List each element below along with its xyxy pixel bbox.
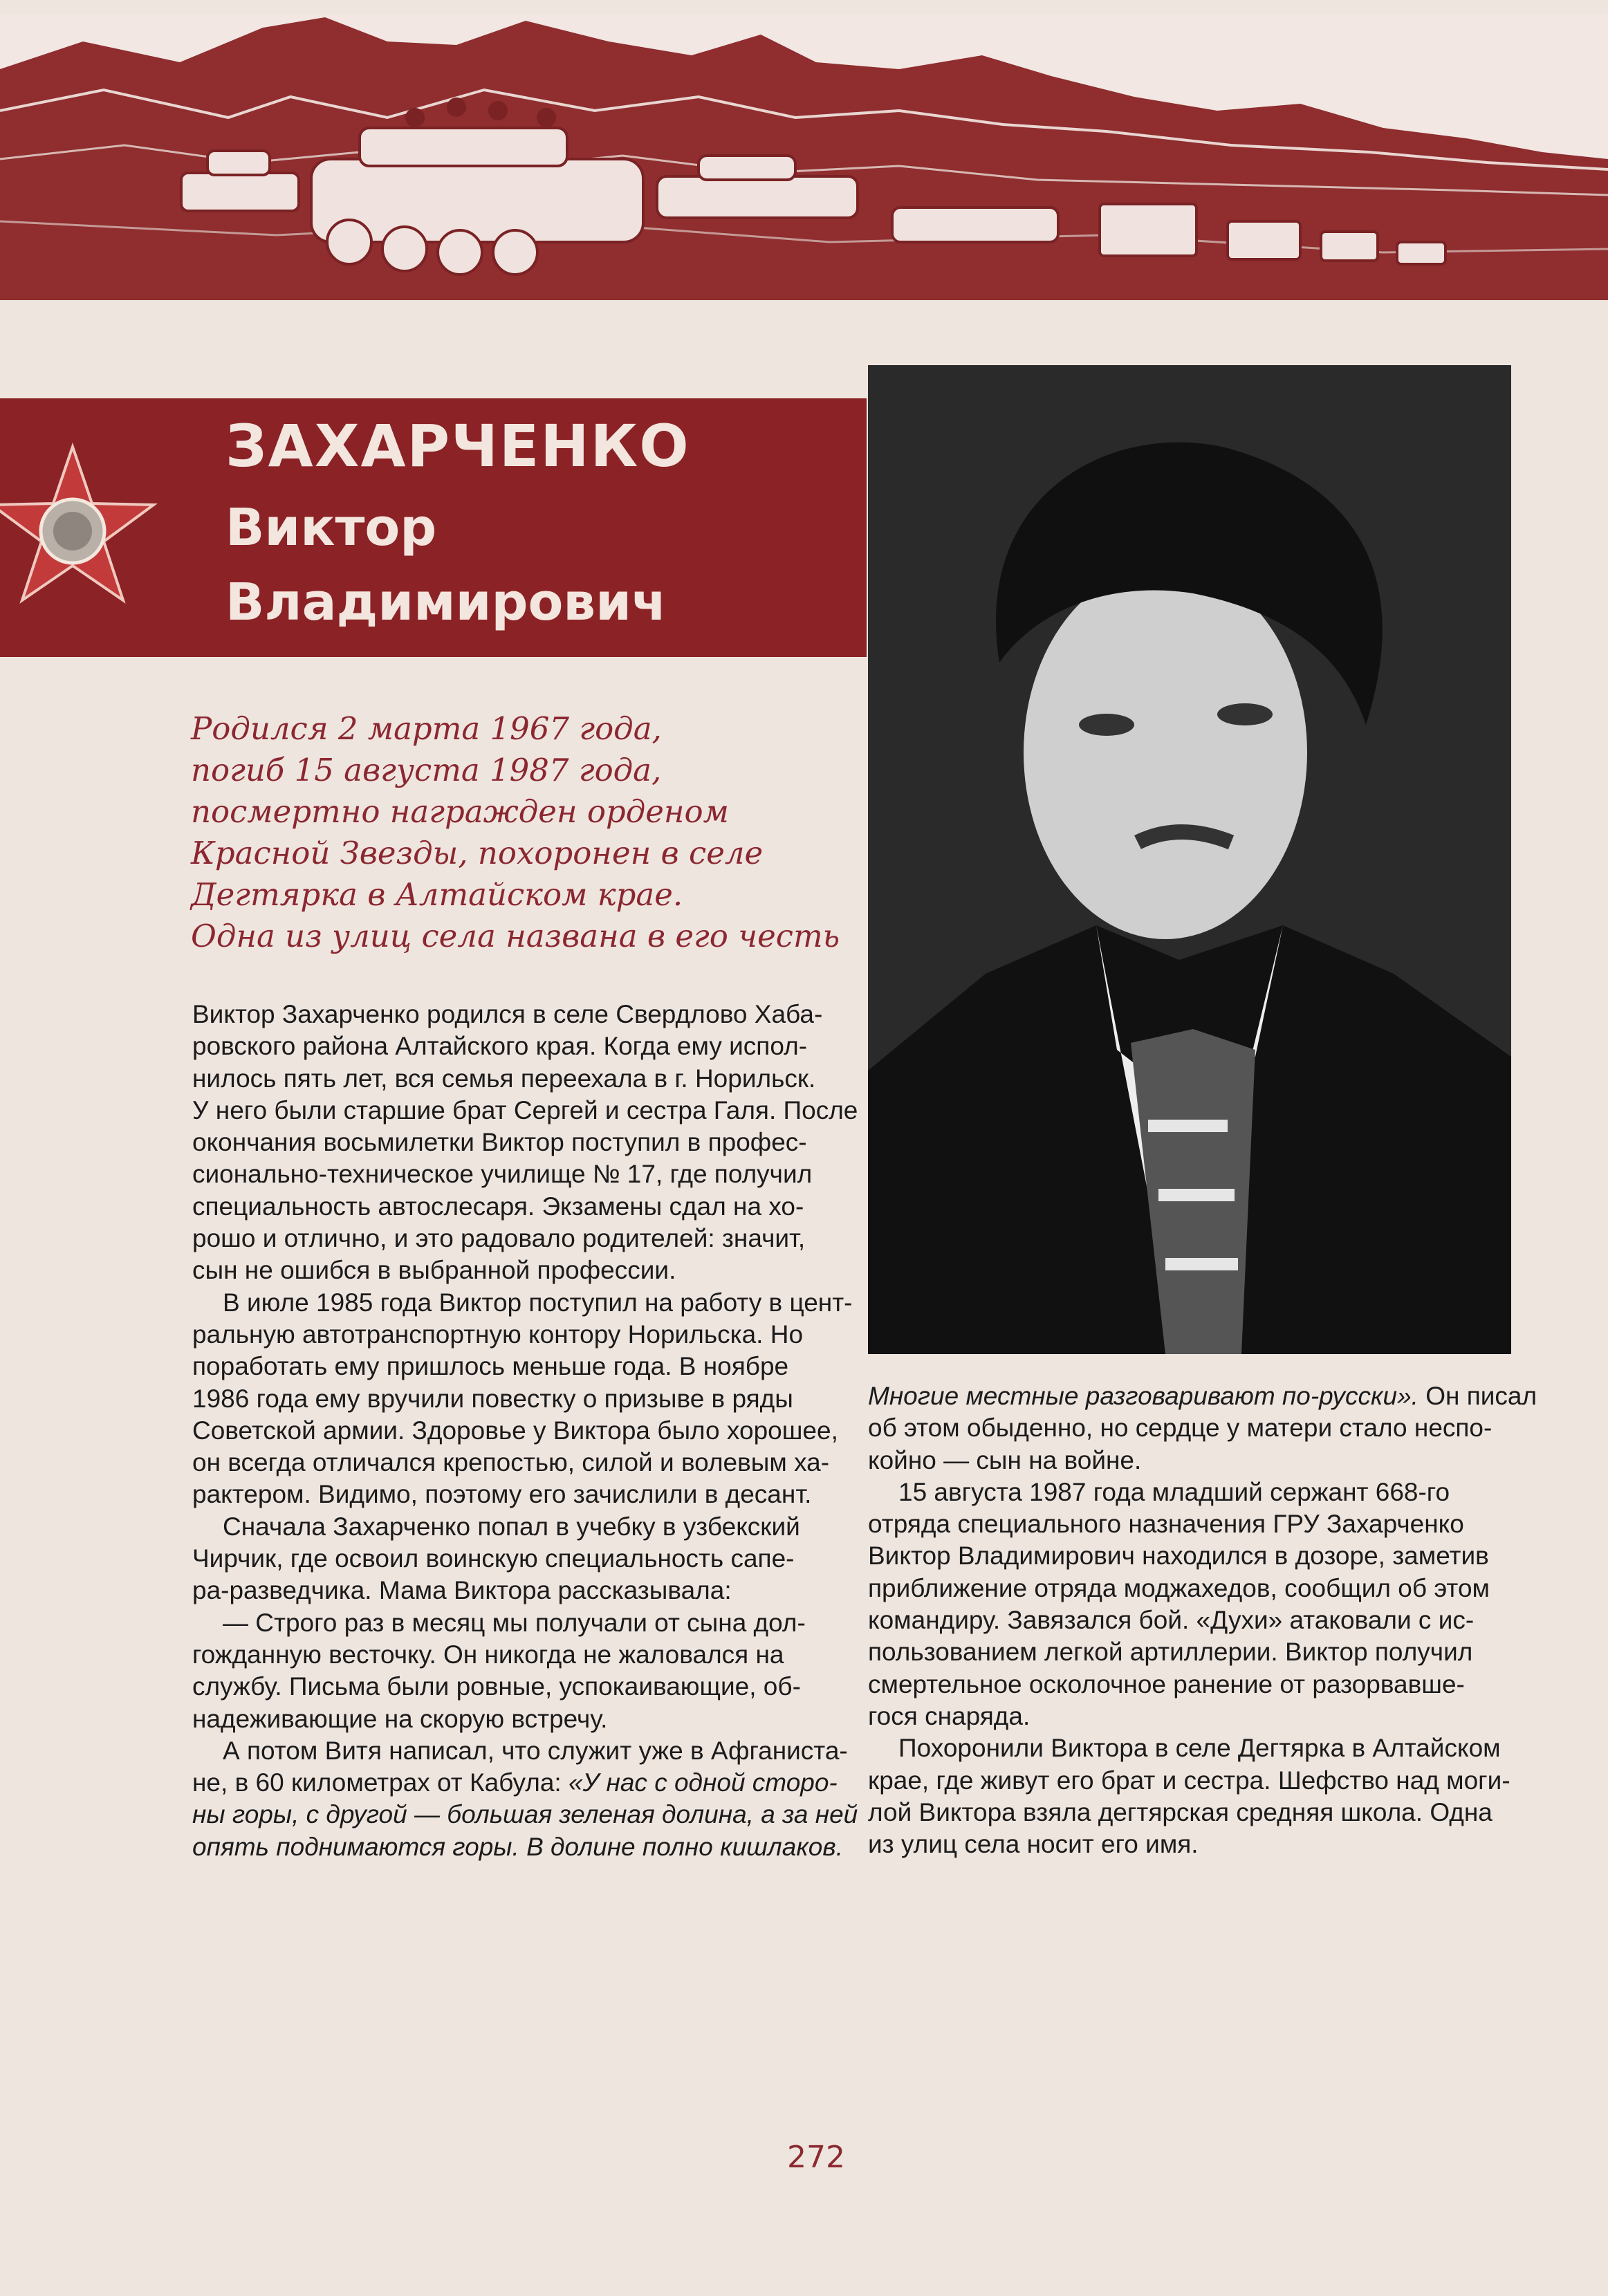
- text-line: поработать ему пришлось меньше года. В ноябре: [192, 1352, 789, 1381]
- text-line: А потом Витя написал, что служит уже в Афганиста-: [223, 1736, 848, 1765]
- page-number: 272: [787, 2140, 845, 2175]
- patronymic-heading: Владимирович: [225, 573, 667, 632]
- text-line: Чирчик, где освоил воинскую специальность сапе-: [192, 1544, 795, 1573]
- body-column-right: [868, 1380, 1537, 1860]
- text-line: У него были старшие брат Сергей и сестра Галя. После: [192, 1095, 858, 1124]
- lead-line: погиб 15 августа 1987 года,: [191, 752, 662, 788]
- text-line: Виктор Захарченко родился в селе Свердлово Хаба-: [192, 1000, 823, 1028]
- text-line: [868, 1380, 1537, 1412]
- text-line: ральную автотранспортную контору Норильска. Но: [192, 1320, 804, 1349]
- text-line: нилось пять лет, вся семья переехала в г. Норильск.: [192, 1064, 816, 1093]
- text-line: [192, 1767, 842, 1799]
- lead-line: Одна из улиц села названа в его честь: [191, 918, 840, 954]
- quote-line: ны горы, с другой — большая зеленая долина, а за ней: [192, 1800, 858, 1829]
- surname-heading: ЗАХАРЧЕНКО: [225, 412, 690, 480]
- text-line: В июле 1985 года Виктор поступил на работу в цент-: [223, 1288, 853, 1317]
- text-line: командиру. Завязался бой. «Духи» атаковали с ис-: [868, 1606, 1475, 1635]
- quote-run: Многие местные разговаривают по-русски».: [868, 1382, 1418, 1410]
- text-line: из улиц села носит его имя.: [868, 1830, 1199, 1859]
- text-line: Сначала Захарченко попал в учебку в узбекский: [223, 1512, 800, 1541]
- text-line: гожданную весточку. Он никогда не жаловался на: [192, 1640, 784, 1669]
- text-line: Виктор Владимирович находился в дозоре, заметив: [868, 1542, 1489, 1571]
- text-line: гося снаряда.: [868, 1701, 1031, 1730]
- quote-run: «У нас с одной сторо-: [568, 1768, 838, 1797]
- text-line: крае, где живут его брат и сестра. Шефство над моги-: [868, 1766, 1510, 1795]
- quote-line: опять поднимаются горы. В долине полно кишлаков.: [192, 1832, 843, 1861]
- lead-line: Красной Звезды, похоронен в селе: [191, 835, 764, 871]
- text-line: рошо и отлично, и это радовало родителей: значит,: [192, 1224, 806, 1253]
- text-run: не, в 60 километрах от Кабула:: [192, 1768, 569, 1797]
- text-line: сын не ошибся в выбранной профессии.: [192, 1256, 676, 1285]
- text-line: смертельное осколочное ранение от разорвавше-: [868, 1669, 1465, 1698]
- text-line: Советской армии. Здоровье у Виктора было хорошее,: [192, 1416, 838, 1445]
- text-line: рактером. Видимо, поэтому его зачислили в десант.: [192, 1480, 812, 1509]
- text-line: сионально-техническое училище № 17, где получил: [192, 1160, 813, 1189]
- portrait-photo: [868, 365, 1511, 1354]
- text-line: отряда специального назначения ГРУ Захарченко: [868, 1510, 1464, 1539]
- given-name-heading: Виктор: [225, 498, 437, 557]
- text-line: 1986 года ему вручили повестку о призыве в ряды: [192, 1384, 793, 1413]
- text-line: службу. Письма были ровные, успокаивающие, об-: [192, 1672, 801, 1701]
- text-line: приближение отряда моджахедов, сообщил об этом: [868, 1573, 1490, 1602]
- lead-line: Дегтярка в Алтайском крае.: [191, 876, 683, 913]
- body-column-left: [192, 999, 858, 1863]
- text-line: он всегда отличался крепостью, силой и волевым ха-: [192, 1448, 830, 1477]
- lead-line: Родился 2 марта 1967 года,: [191, 710, 662, 747]
- text-line: лой Виктора взяла дегтярская средняя школа. Одна: [868, 1797, 1493, 1826]
- text-line: об этом обыденно, но сердце у матери стало неспо-: [868, 1414, 1493, 1443]
- text-line: специальность автослесаря. Экзамены сдал на хо-: [192, 1192, 804, 1221]
- order-red-star-icon: [0, 441, 159, 607]
- text-run: Он писал: [1418, 1382, 1537, 1410]
- text-line: окончания восьмилетки Виктор поступил в профес-: [192, 1128, 807, 1157]
- text-line: ра-разведчика. Мама Виктора рассказывала:: [192, 1576, 732, 1605]
- header-illustration: [0, 14, 1608, 300]
- text-line: койно — сын на войне.: [868, 1445, 1142, 1474]
- text-line: ровского района Алтайского края. Когда ему испол-: [192, 1032, 808, 1061]
- text-line: 15 августа 1987 года младший сержант 668-го: [898, 1477, 1450, 1506]
- lead-summary: [191, 708, 840, 957]
- text-line: Похоронили Виктора в селе Дегтярка в Алтайском: [898, 1734, 1501, 1763]
- text-line: надеживающие на скорую встречу.: [192, 1704, 608, 1733]
- text-line: пользованием легкой артиллерии. Виктор получил: [868, 1638, 1473, 1667]
- text-line: — Строго раз в месяц мы получали от сына дол-: [223, 1608, 806, 1637]
- lead-line: посмертно награжден орденом: [191, 793, 729, 830]
